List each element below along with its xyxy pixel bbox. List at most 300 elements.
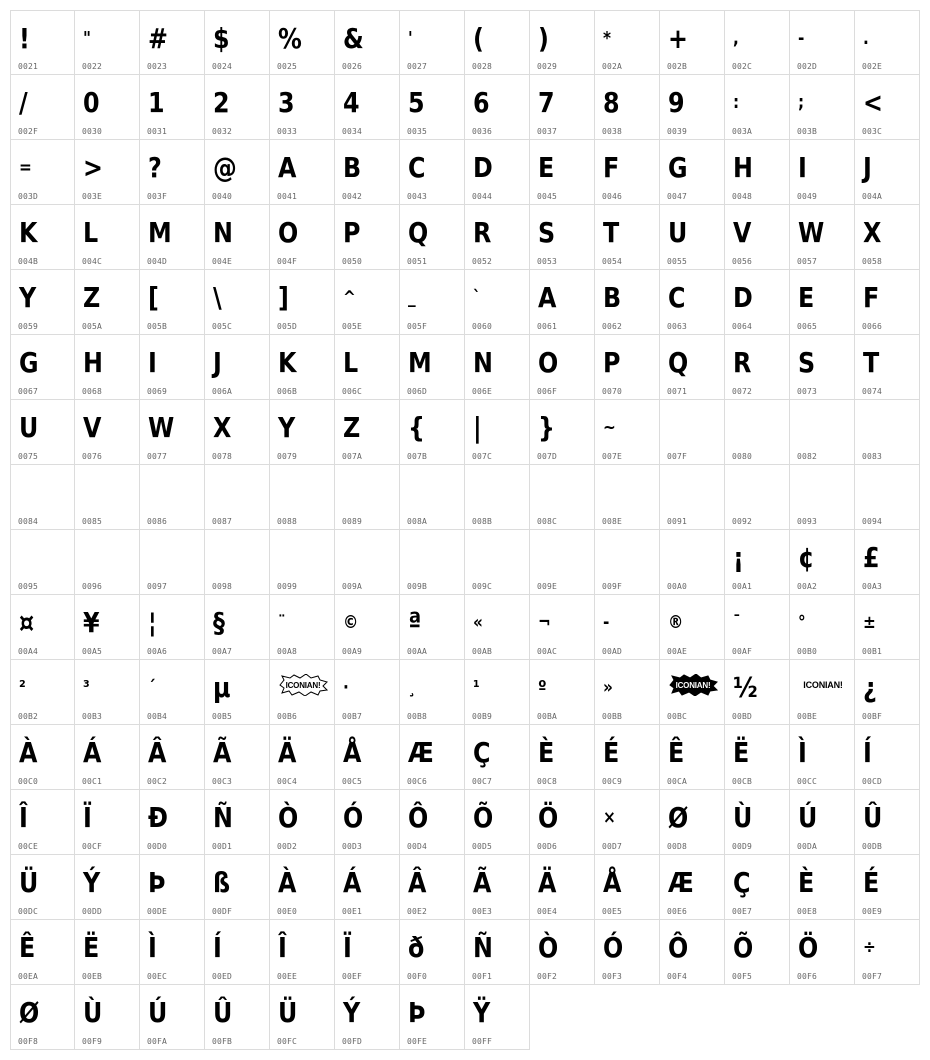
glyph-cell[interactable]: [790, 205, 855, 270]
glyph-cell[interactable]: [140, 400, 205, 465]
glyph-cell[interactable]: [75, 530, 140, 595]
glyph-cell[interactable]: [660, 335, 725, 400]
glyph-codepoint: 00A2: [797, 582, 818, 591]
glyph-cell[interactable]: [465, 10, 530, 75]
glyph-cell[interactable]: [595, 530, 660, 595]
glyph-cell[interactable]: [140, 985, 205, 1050]
glyph-codepoint: 0031: [147, 127, 168, 136]
glyph-cell[interactable]: [10, 725, 75, 790]
glyph-cell[interactable]: [465, 335, 530, 400]
glyph-preview: 5: [408, 86, 425, 119]
glyph-cell[interactable]: [530, 465, 595, 530]
glyph-cell[interactable]: [465, 985, 530, 1050]
glyph-cell[interactable]: [205, 985, 270, 1050]
glyph-cell[interactable]: [10, 140, 75, 205]
glyph-cell[interactable]: [205, 530, 270, 595]
glyph-cell[interactable]: [205, 270, 270, 335]
glyph-cell[interactable]: [335, 920, 400, 985]
glyph-preview: F: [863, 281, 880, 314]
iconian-logo-badge: [668, 674, 718, 696]
glyph-codepoint: 00C4: [277, 777, 298, 786]
glyph-preview: W: [798, 216, 825, 249]
glyph-cell[interactable]: [660, 205, 725, 270]
glyph-cell[interactable]: [725, 660, 790, 725]
glyph-cell[interactable]: [855, 205, 920, 270]
glyph-cell[interactable]: [335, 10, 400, 75]
glyph-cell[interactable]: [595, 205, 660, 270]
glyph-codepoint: 00AF: [732, 647, 753, 656]
glyph-cell[interactable]: [10, 855, 75, 920]
glyph-cell[interactable]: [400, 985, 465, 1050]
glyph-codepoint: 004F: [277, 257, 298, 266]
glyph-preview: §: [213, 606, 225, 639]
glyph-cell[interactable]: [335, 985, 400, 1050]
glyph-codepoint: 007B: [407, 452, 428, 461]
glyph-cell[interactable]: [465, 205, 530, 270]
glyph-cell[interactable]: [270, 985, 335, 1050]
glyph-cell[interactable]: [530, 725, 595, 790]
glyph-cell[interactable]: [335, 855, 400, 920]
glyph-codepoint: 00B7: [342, 712, 363, 721]
glyph-cell[interactable]: [335, 205, 400, 270]
glyph-cell[interactable]: [270, 335, 335, 400]
iconian-logo-badge: [278, 674, 328, 696]
glyph-cell[interactable]: [855, 335, 920, 400]
glyph-cell[interactable]: [140, 270, 205, 335]
glyph-codepoint: 00C2: [147, 777, 168, 786]
glyph-preview: É: [863, 866, 880, 899]
glyph-cell[interactable]: [855, 725, 920, 790]
glyph-cell[interactable]: [595, 920, 660, 985]
glyph-cell[interactable]: [205, 595, 270, 660]
glyph-cell[interactable]: [75, 790, 140, 855]
glyph-preview: ß: [213, 866, 231, 899]
glyph-cell[interactable]: [465, 270, 530, 335]
glyph-codepoint: 0050: [342, 257, 363, 266]
glyph-cell[interactable]: [335, 790, 400, 855]
glyph-cell[interactable]: [10, 920, 75, 985]
glyph-cell[interactable]: [270, 530, 335, 595]
glyph-cell[interactable]: [140, 75, 205, 140]
glyph-codepoint: 007D: [537, 452, 558, 461]
glyph-cell[interactable]: [465, 920, 530, 985]
glyph-codepoint: 00A6: [147, 647, 168, 656]
glyph-cell[interactable]: [270, 725, 335, 790]
glyph-cell[interactable]: [725, 335, 790, 400]
glyph-codepoint: 004C: [82, 257, 103, 266]
glyph-cell[interactable]: [725, 725, 790, 790]
glyph-preview: Ù: [83, 996, 103, 1029]
glyph-preview: I: [798, 151, 807, 184]
glyph-cell[interactable]: [400, 660, 465, 725]
glyph-cell[interactable]: [465, 75, 530, 140]
glyph-cell[interactable]: [790, 790, 855, 855]
glyph-codepoint: 00E5: [602, 907, 623, 916]
glyph-preview: [473, 536, 519, 580]
glyph-cell[interactable]: [725, 75, 790, 140]
glyph-cell[interactable]: [595, 595, 660, 660]
glyph-cell[interactable]: [530, 75, 595, 140]
glyph-cell[interactable]: [335, 660, 400, 725]
glyph-cell[interactable]: [400, 205, 465, 270]
glyph-cell[interactable]: [855, 75, 920, 140]
glyph-cell[interactable]: [660, 465, 725, 530]
glyph-cell[interactable]: [790, 660, 855, 725]
glyph-cell[interactable]: [10, 790, 75, 855]
glyph-preview: G: [19, 346, 39, 379]
glyph-cell[interactable]: [140, 595, 205, 660]
glyph-cell[interactable]: [660, 400, 725, 465]
glyph-cell[interactable]: [855, 595, 920, 660]
glyph-cell[interactable]: [335, 400, 400, 465]
glyph-cell[interactable]: [335, 270, 400, 335]
glyph-preview: 1: [148, 86, 165, 119]
glyph-cell[interactable]: [530, 920, 595, 985]
glyph-cell[interactable]: [790, 595, 855, 660]
glyph-codepoint: 00D6: [537, 842, 558, 851]
glyph-cell[interactable]: [270, 790, 335, 855]
glyph-cell[interactable]: [530, 790, 595, 855]
glyph-cell[interactable]: [790, 725, 855, 790]
glyph-preview: «: [473, 612, 483, 633]
glyph-cell[interactable]: [205, 920, 270, 985]
glyph-cell[interactable]: [530, 400, 595, 465]
glyph-cell[interactable]: [790, 920, 855, 985]
glyph-cell[interactable]: [75, 920, 140, 985]
glyph-cell[interactable]: [855, 140, 920, 205]
glyph-cell[interactable]: [10, 530, 75, 595]
glyph-cell[interactable]: [205, 335, 270, 400]
glyph-cell[interactable]: [10, 595, 75, 660]
glyph-cell[interactable]: [270, 660, 335, 725]
glyph-cell[interactable]: [660, 725, 725, 790]
glyph-cell[interactable]: [75, 855, 140, 920]
glyph-cell[interactable]: [595, 855, 660, 920]
glyph-cell[interactable]: [400, 270, 465, 335]
glyph-cell[interactable]: [270, 400, 335, 465]
glyph-cell[interactable]: [660, 920, 725, 985]
glyph-cell[interactable]: [855, 10, 920, 75]
glyph-cell[interactable]: [855, 855, 920, 920]
glyph-cell[interactable]: [855, 790, 920, 855]
glyph-cell[interactable]: [205, 725, 270, 790]
glyph-cell[interactable]: [595, 790, 660, 855]
glyph-cell[interactable]: [790, 855, 855, 920]
glyph-cell[interactable]: [400, 75, 465, 140]
glyph-cell[interactable]: [140, 140, 205, 205]
glyph-cell[interactable]: [660, 140, 725, 205]
glyph-cell[interactable]: [660, 660, 725, 725]
glyph-codepoint: 0082: [797, 452, 818, 461]
glyph-cell[interactable]: [660, 855, 725, 920]
glyph-cell[interactable]: [10, 270, 75, 335]
glyph-cell[interactable]: [140, 855, 205, 920]
glyph-cell[interactable]: [75, 75, 140, 140]
glyph-cell[interactable]: [140, 335, 205, 400]
glyph-cell[interactable]: [530, 10, 595, 75]
glyph-cell[interactable]: [660, 790, 725, 855]
glyph-preview: Q: [408, 216, 429, 249]
glyph-cell[interactable]: [75, 140, 140, 205]
glyph-cell[interactable]: [855, 530, 920, 595]
glyph-cell[interactable]: [205, 400, 270, 465]
glyph-cell[interactable]: [75, 10, 140, 75]
glyph-cell[interactable]: [725, 465, 790, 530]
glyph-cell[interactable]: [465, 140, 530, 205]
glyph-cell[interactable]: [75, 595, 140, 660]
glyph-preview: Ð: [148, 801, 168, 834]
glyph-cell[interactable]: [205, 140, 270, 205]
glyph-cell[interactable]: [270, 855, 335, 920]
glyph-cell[interactable]: [270, 75, 335, 140]
glyph-cell[interactable]: [465, 725, 530, 790]
glyph-cell[interactable]: [75, 400, 140, 465]
glyph-cell[interactable]: [400, 725, 465, 790]
glyph-codepoint: 007C: [472, 452, 493, 461]
glyph-cell[interactable]: [660, 10, 725, 75]
glyph-codepoint: 00A8: [277, 647, 298, 656]
glyph-cell[interactable]: [465, 400, 530, 465]
glyph-codepoint: 00AD: [602, 647, 623, 656]
glyph-codepoint: 00EE: [277, 972, 298, 981]
glyph-preview: ð: [408, 931, 425, 964]
glyph-cell[interactable]: [595, 10, 660, 75]
glyph-cell[interactable]: [725, 270, 790, 335]
glyph-cell[interactable]: [725, 10, 790, 75]
glyph-cell[interactable]: [725, 920, 790, 985]
glyph-cell[interactable]: [270, 270, 335, 335]
glyph-cell[interactable]: [140, 725, 205, 790]
glyph-cell[interactable]: [270, 465, 335, 530]
glyph-preview: U: [19, 411, 39, 444]
glyph-cell[interactable]: [595, 75, 660, 140]
glyph-codepoint: 0043: [407, 192, 428, 201]
glyph-preview: %: [278, 22, 302, 55]
glyph-cell[interactable]: [140, 465, 205, 530]
glyph-cell[interactable]: [75, 335, 140, 400]
glyph-cell[interactable]: [10, 335, 75, 400]
glyph-codepoint: 0055: [667, 257, 688, 266]
glyph-cell[interactable]: [75, 725, 140, 790]
glyph-cell[interactable]: [205, 855, 270, 920]
glyph-cell[interactable]: [140, 205, 205, 270]
glyph-cell[interactable]: [660, 530, 725, 595]
glyph-preview: £: [863, 541, 880, 574]
glyph-cell[interactable]: [270, 10, 335, 75]
glyph-preview: ±: [863, 612, 876, 633]
glyph-cell[interactable]: [530, 660, 595, 725]
glyph-cell[interactable]: [335, 725, 400, 790]
glyph-preview: Ô: [408, 801, 429, 834]
glyph-cell[interactable]: [855, 270, 920, 335]
glyph-cell[interactable]: [205, 790, 270, 855]
glyph-codepoint: 00CE: [18, 842, 39, 851]
glyph-cell[interactable]: [400, 920, 465, 985]
glyph-cell[interactable]: [595, 400, 660, 465]
glyph-cell[interactable]: [790, 10, 855, 75]
glyph-cell[interactable]: [660, 75, 725, 140]
glyph-preview: Ã: [473, 866, 492, 899]
glyph-cell[interactable]: [855, 920, 920, 985]
glyph-preview: Ç: [473, 736, 491, 769]
glyph-codepoint: 00CF: [82, 842, 103, 851]
glyph-cell[interactable]: [75, 985, 140, 1050]
glyph-cell[interactable]: [855, 400, 920, 465]
glyph-preview: X: [213, 411, 232, 444]
glyph-preview: 6: [473, 86, 490, 119]
glyph-cell[interactable]: [400, 140, 465, 205]
glyph-cell[interactable]: [270, 920, 335, 985]
glyph-cell[interactable]: [725, 400, 790, 465]
glyph-cell[interactable]: [530, 855, 595, 920]
glyph-cell[interactable]: [10, 75, 75, 140]
glyph-preview: &: [343, 22, 364, 55]
glyph-cell[interactable]: [205, 10, 270, 75]
glyph-preview: #: [148, 22, 168, 55]
glyph-cell[interactable]: [400, 530, 465, 595]
glyph-codepoint: 003C: [862, 127, 883, 136]
glyph-codepoint: 00A7: [212, 647, 233, 656]
glyph-cell[interactable]: [790, 140, 855, 205]
glyph-cell[interactable]: [140, 10, 205, 75]
glyph-preview: H: [83, 346, 103, 379]
glyph-cell[interactable]: [530, 530, 595, 595]
glyph-cell[interactable]: [270, 205, 335, 270]
glyph-codepoint: 00B6: [277, 712, 298, 721]
glyph-cell[interactable]: [595, 270, 660, 335]
glyph-cell[interactable]: [205, 660, 270, 725]
glyph-cell[interactable]: [790, 75, 855, 140]
glyph-cell[interactable]: [205, 75, 270, 140]
glyph-cell[interactable]: [790, 335, 855, 400]
glyph-cell[interactable]: [270, 140, 335, 205]
glyph-preview: .: [863, 28, 869, 49]
glyph-codepoint: 00BE: [797, 712, 818, 721]
glyph-codepoint: 00C8: [537, 777, 558, 786]
glyph-cell[interactable]: [595, 465, 660, 530]
glyph-cell[interactable]: [140, 660, 205, 725]
glyph-cell[interactable]: [400, 10, 465, 75]
glyph-cell[interactable]: [270, 595, 335, 660]
glyph-cell[interactable]: [75, 270, 140, 335]
glyph-cell[interactable]: [725, 595, 790, 660]
glyph-cell[interactable]: [75, 205, 140, 270]
glyph-cell[interactable]: [10, 465, 75, 530]
glyph-preview: ½: [733, 671, 758, 704]
glyph-cell[interactable]: [530, 335, 595, 400]
glyph-cell[interactable]: [400, 400, 465, 465]
glyph-codepoint: 00D8: [667, 842, 688, 851]
glyph-cell[interactable]: [660, 270, 725, 335]
glyph-codepoint: 003A: [732, 127, 753, 136]
glyph-cell[interactable]: [400, 595, 465, 660]
glyph-cell[interactable]: [725, 530, 790, 595]
glyph-cell[interactable]: [725, 140, 790, 205]
glyph-cell[interactable]: [10, 660, 75, 725]
glyph-cell[interactable]: [205, 205, 270, 270]
glyph-preview: O: [538, 346, 559, 379]
glyph-preview: Ì: [798, 736, 807, 769]
glyph-cell[interactable]: [595, 335, 660, 400]
glyph-preview: Å: [343, 736, 362, 769]
glyph-cell[interactable]: [335, 140, 400, 205]
glyph-codepoint: 00B0: [797, 647, 818, 656]
glyph-cell[interactable]: [530, 205, 595, 270]
glyph-cell[interactable]: [465, 855, 530, 920]
glyph-cell[interactable]: [10, 985, 75, 1050]
glyph-codepoint: 00C1: [82, 777, 103, 786]
glyph-cell[interactable]: [855, 465, 920, 530]
glyph-cell[interactable]: [335, 465, 400, 530]
glyph-cell[interactable]: [790, 465, 855, 530]
glyph-codepoint: 00CD: [862, 777, 883, 786]
glyph-cell[interactable]: [530, 140, 595, 205]
glyph-cell[interactable]: [465, 530, 530, 595]
glyph-cell[interactable]: [10, 205, 75, 270]
glyph-cell[interactable]: [140, 790, 205, 855]
glyph-cell[interactable]: [595, 140, 660, 205]
glyph-cell[interactable]: [790, 270, 855, 335]
glyph-cell[interactable]: [335, 595, 400, 660]
glyph-cell[interactable]: [790, 400, 855, 465]
glyph-cell[interactable]: [855, 660, 920, 725]
glyph-cell[interactable]: [400, 335, 465, 400]
glyph-cell[interactable]: [725, 855, 790, 920]
glyph-preview: Â: [148, 736, 167, 769]
glyph-preview: [343, 471, 389, 515]
glyph-cell[interactable]: [10, 10, 75, 75]
glyph-cell[interactable]: [530, 270, 595, 335]
glyph-preview: Ÿ: [473, 996, 491, 1029]
glyph-cell[interactable]: [465, 660, 530, 725]
glyph-cell[interactable]: [790, 530, 855, 595]
glyph-codepoint: 00A5: [82, 647, 103, 656]
glyph-cell[interactable]: [75, 465, 140, 530]
glyph-cell[interactable]: [465, 790, 530, 855]
glyph-cell[interactable]: [400, 465, 465, 530]
glyph-cell[interactable]: [725, 205, 790, 270]
glyph-codepoint: 00BB: [602, 712, 623, 721]
glyph-codepoint: 0063: [667, 322, 688, 331]
glyph-cell[interactable]: [75, 660, 140, 725]
glyph-cell[interactable]: [660, 595, 725, 660]
glyph-cell[interactable]: [465, 595, 530, 660]
glyph-cell[interactable]: [205, 465, 270, 530]
glyph-cell[interactable]: [400, 790, 465, 855]
glyph-cell[interactable]: [335, 75, 400, 140]
glyph-cell[interactable]: [595, 725, 660, 790]
glyph-cell[interactable]: [400, 855, 465, 920]
glyph-codepoint: 0092: [732, 517, 753, 526]
glyph-codepoint: 0074: [862, 387, 883, 396]
glyph-cell[interactable]: [465, 465, 530, 530]
glyph-preview: -: [798, 28, 805, 49]
glyph-codepoint: 002D: [797, 62, 818, 71]
glyph-cell[interactable]: [335, 530, 400, 595]
glyph-cell[interactable]: [140, 530, 205, 595]
glyph-cell[interactable]: [335, 335, 400, 400]
glyph-codepoint: 0069: [147, 387, 168, 396]
glyph-preview: V: [83, 411, 102, 444]
glyph-cell[interactable]: [140, 920, 205, 985]
glyph-codepoint: 0060: [472, 322, 493, 331]
glyph-codepoint: 0056: [732, 257, 753, 266]
glyph-cell[interactable]: [595, 660, 660, 725]
glyph-cell[interactable]: [725, 790, 790, 855]
glyph-codepoint: 00C3: [212, 777, 233, 786]
glyph-cell[interactable]: [530, 595, 595, 660]
glyph-cell[interactable]: [10, 400, 75, 465]
